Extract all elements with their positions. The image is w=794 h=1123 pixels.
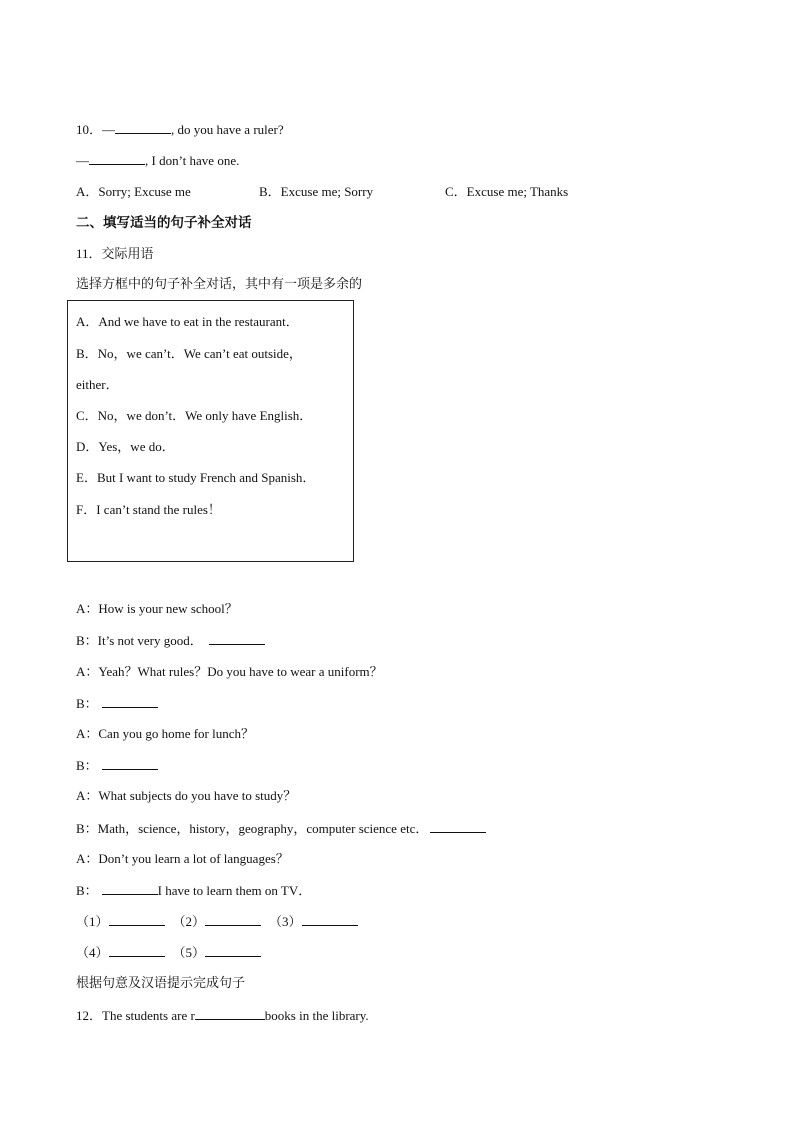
q10-option-b[interactable] [259,184,445,200]
q11-number: 11． [76,246,102,261]
section-2-heading: 二、填写适当的句子补全对话 [76,215,252,231]
dialogue-blank-3[interactable] [102,757,158,770]
box-option-b: B．No，we can’t．We can’t eat outside， [76,346,302,361]
dialogue-text: What subjects do you have to study？ [98,788,297,803]
dialogue-blank-1[interactable] [209,632,265,645]
answer-row-2 [76,944,261,961]
answer-label: （2） [172,914,206,929]
q11-title [76,246,154,263]
box-option-a: A．And we have to eat in the restaurant． [76,314,299,329]
answer-label: （1） [76,914,109,929]
dialogue-text: Don’t you learn a lot of languages？ [98,851,289,866]
option-label: A． [76,184,99,199]
dialogue-blank-5[interactable] [102,882,158,895]
dialogue-line [76,851,289,867]
option-text: Sorry; Excuse me [98,184,191,199]
box-option-c: C．No，we don’t．We only have English． [76,408,313,423]
answer-blank-4[interactable] [109,944,165,957]
q10-line2 [76,152,239,169]
q10-line1 [76,121,284,138]
dialogue-line [76,664,383,680]
dialogue-line [76,820,486,837]
speaker-label: B： [76,758,98,773]
box-option-b-cont: either． [76,377,119,392]
option-text: Excuse me; Thanks [466,184,569,199]
answer-blank-2[interactable] [205,913,261,926]
dialogue-text: Yeah？What rules？Do you have to wear a uniform？ [98,664,383,679]
dialogue-text: I have to learn them on TV． [157,883,312,898]
section-3-instruction: 根据句意及汉语提示完成句子 [76,976,246,991]
q11-title-text: 交际用语 [101,247,154,262]
q10-option-c[interactable] [445,184,568,200]
speaker-label: B： [76,696,98,711]
option-text: Excuse me; Sorry [280,184,374,199]
q10-blank-2[interactable] [89,152,145,165]
speaker-label: A： [76,788,99,803]
dialogue-line [76,788,296,804]
box-option-d: D．Yes，we do． [76,439,175,454]
box-option-e: E．But I want to study French and Spanish． [76,470,316,485]
answer-label: （3） [269,914,302,929]
dialogue-text: Math，science，history，geography，computer science etc． [97,821,429,836]
speaker-label: A： [76,851,99,866]
dialogue-line [76,882,311,899]
answer-blank-1[interactable] [109,913,165,926]
dialogue-blank-4[interactable] [430,820,486,833]
dialogue-text: Can you go home for lunch？ [98,726,255,741]
answer-label: （4） [76,945,109,960]
q10-line1-text: , do you have a ruler? [171,122,284,137]
q12-text-after: books in the library. [264,1008,369,1023]
q12-text-before: The students are r [102,1008,195,1023]
dialogue-text: How is your new school？ [98,601,238,616]
dialogue-line [76,695,158,712]
answer-blank-3[interactable] [302,913,358,926]
dialogue-line [76,726,254,742]
q11-instruction: 选择方框中的句子补全对话，其中有一项是多余的 [76,277,363,292]
q10-line2-text: , I don’t have one. [145,153,240,168]
q10-dash-2: — [76,153,89,168]
q10-blank-1[interactable] [115,121,171,134]
speaker-label: A： [76,726,99,741]
speaker-label: B： [76,633,98,648]
dialogue-line [76,601,238,617]
answer-blank-5[interactable] [205,944,261,957]
answer-label: （5） [172,945,206,960]
dialogue-line [76,632,265,649]
answer-row-1 [76,913,358,930]
q10-number: 10． [76,122,103,137]
q10-options [76,184,568,200]
box-option-f: F．I can’t stand the rules！ [76,502,221,517]
option-label: B． [259,184,281,199]
q10-dash: — [102,122,116,137]
q12-number: 12． [76,1008,103,1023]
dialogue-text: It’s not very good． [97,633,203,648]
speaker-label: B： [76,883,98,898]
dialogue-blank-2[interactable] [102,695,158,708]
options-box [67,300,354,562]
dialogue-line [76,757,158,774]
speaker-label: B： [76,821,98,836]
q10-option-a[interactable] [76,184,259,200]
q12-line [76,1007,369,1024]
option-label: C． [445,184,467,199]
speaker-label: A： [76,601,99,616]
speaker-label: A： [76,664,99,679]
q12-blank[interactable] [195,1007,265,1020]
